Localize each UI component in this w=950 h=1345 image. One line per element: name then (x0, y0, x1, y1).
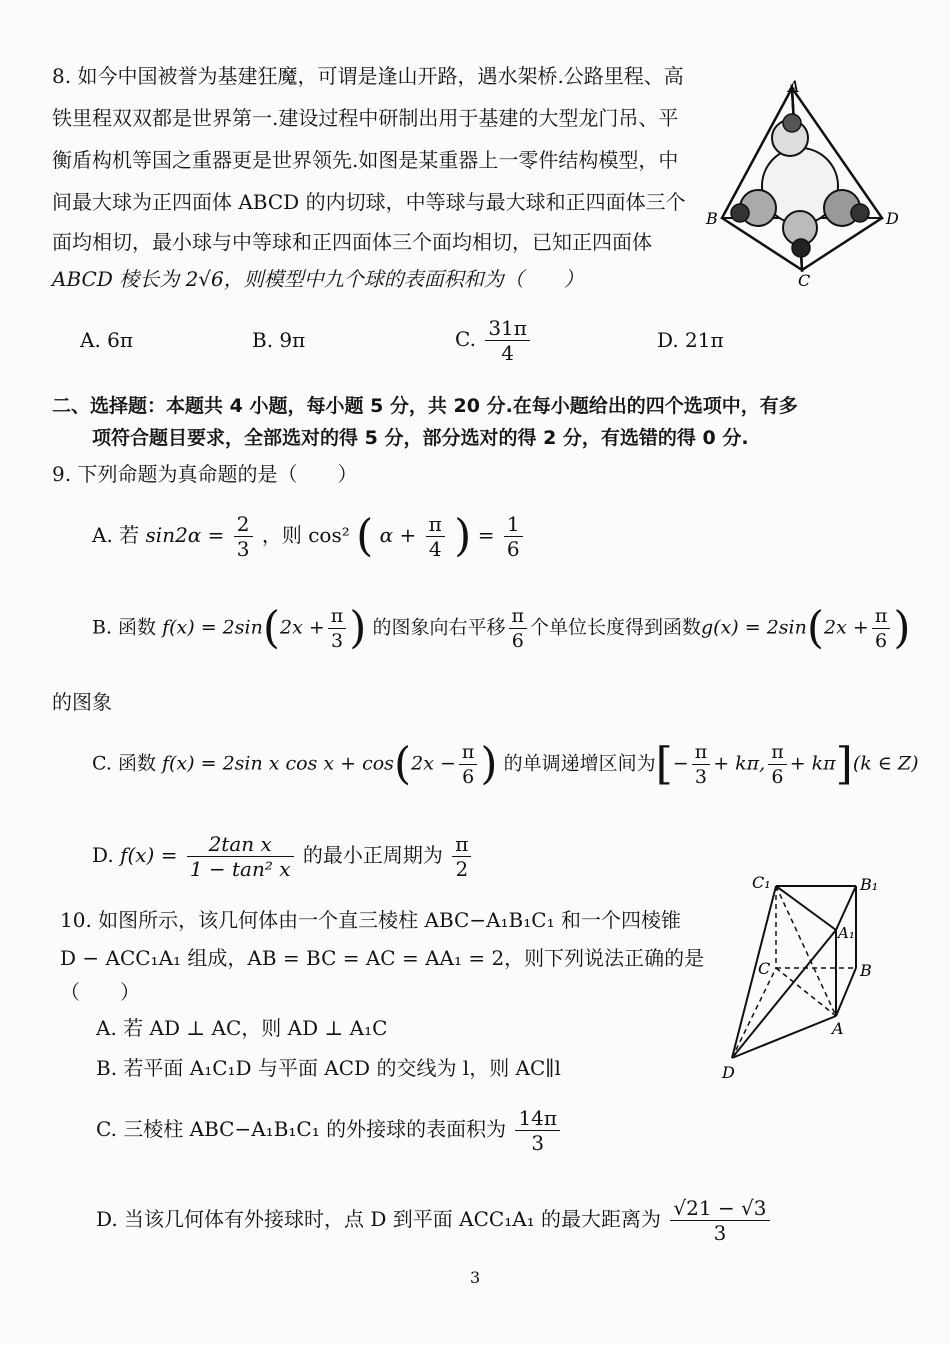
q9-stem: 9. 下列命题为真命题的是（ ） (52, 462, 358, 486)
section2-line-1: 二、选择题：本题共 4 小题，每小题 5 分，共 20 分.在每小题给出的四个选项中，有多 (52, 395, 798, 417)
label-B: B (706, 209, 718, 228)
q9-c-inner: 2x − (411, 752, 456, 775)
q9-b-frac2 (509, 604, 528, 653)
q9-a-label: A. 若 (92, 523, 140, 547)
label-A: A (788, 78, 800, 96)
q9-a-frac1 (234, 512, 253, 561)
edge-BA (836, 968, 856, 1016)
q9-b-text2: 个单位长度得到函数 (530, 616, 702, 639)
q8-option-c-fraction (485, 316, 530, 365)
q10-option-c (96, 1106, 563, 1155)
q10-line-1: 10. 如图所示，该几何体由一个直三棱柱 ABC−A₁B₁C₁ 和一个四棱锥 (60, 908, 681, 932)
q9-b-inner1: 2x + (280, 616, 325, 639)
q9-b-f3n: π (872, 604, 891, 629)
q9-b-inner2: 2x + (824, 616, 869, 639)
q9-d-frac (187, 832, 294, 881)
q8-line-1: 8. 如今中国被誉为基建狂魔，可谓是逢山开路，遇水架桥.公路里程、高 (52, 64, 684, 88)
q9-d-f1n: π (452, 832, 471, 857)
q9-c-f2n: π (692, 740, 711, 765)
edge-C1A1 (776, 886, 836, 930)
q8-option-c-label: C. (455, 327, 476, 351)
q8-option-d: D. 21π (657, 328, 724, 352)
q9-c-tail: (k ∈ Z) (852, 752, 919, 775)
q9-a-f2n: π (426, 512, 445, 537)
label-C: C (758, 959, 771, 978)
label-A1: A₁ (838, 924, 855, 942)
label-D: D (722, 1063, 735, 1082)
q9-b-f1d: 3 (330, 630, 344, 652)
q9-d-f1d: 2 (455, 857, 469, 881)
q9-a-f3d: 6 (506, 537, 520, 561)
q9-b-f1n: π (328, 604, 347, 629)
q9-a-expr: sin2α = (145, 523, 225, 547)
section2-line-2: 项符合题目要求，全部选对的得 5 分，部分选对的得 2 分，有选错的得 0 分. (92, 427, 749, 449)
q9-d-den: 1 − tan² x (189, 857, 291, 881)
q9-c-frac3 (768, 740, 787, 789)
q9-c-text: 的单调递增区间为 (503, 752, 656, 775)
tetrahedron-figure (700, 78, 900, 290)
q10-option-d (96, 1196, 773, 1245)
label-B: B (860, 961, 872, 980)
q10-d-den: 3 (713, 1221, 727, 1245)
q8-line-4: 间最大球为正四面体 ABCD 的内切球，中等球与最大球和正四面体三个 (52, 190, 686, 214)
q10-c-num: 14π (515, 1106, 560, 1131)
q9-a-f3n: 1 (504, 512, 523, 537)
q9-a-f1d: 3 (236, 537, 250, 561)
q9-c-end: + kπ (789, 752, 836, 775)
q9-b-f3d: 6 (875, 630, 888, 652)
q9-b-gx: g(x) = 2sin (701, 616, 807, 639)
label-B1: B₁ (860, 875, 879, 894)
q9-c-label: C. 函数 (92, 752, 156, 775)
q8-line-3: 衡盾构机等国之重器更是世界领先.如图是某重器上一零件结构模型，中 (52, 148, 679, 172)
q9-a-frac2 (426, 512, 445, 561)
edge-DA (732, 1016, 836, 1058)
q9-c-f3d: 6 (771, 766, 784, 788)
q10-c-frac (515, 1106, 560, 1155)
diag-C1A (776, 886, 836, 1016)
q9-c-mid: + kπ, (713, 752, 766, 775)
q9-a-f2d: 4 (428, 537, 442, 561)
q9-c-f3n: π (768, 740, 787, 765)
q9-c-f1d: 6 (462, 766, 475, 788)
q8-option-b: B. 9π (252, 328, 306, 352)
q10-line-3: （ ） (60, 980, 140, 1004)
q8-option-c-num: 31π (485, 316, 530, 341)
q9-d-num: 2tan x (187, 832, 294, 857)
q9-b-frac1 (328, 604, 347, 653)
small-sphere-left (731, 204, 749, 222)
q9-b-frac3 (872, 604, 891, 653)
q9-a-frac3 (504, 512, 523, 561)
q10-option-a: A. 若 AD ⊥ AC，则 AD ⊥ A₁C (96, 1016, 388, 1040)
q9-c-frac2 (692, 740, 711, 789)
q9-c-minus: − (672, 752, 689, 775)
q9-option-d (92, 832, 474, 881)
q10-d-frac (670, 1196, 769, 1245)
q9-option-a: A. 若 sin2α = $\frac{2}{3}$ ，则 cos² ( α + $\frac{\pi}{4}$ ) = $\frac{1}{6}$ (92, 512, 526, 561)
q9-a-f1n: 2 (234, 512, 253, 537)
q9-b-label: B. 函数 (92, 616, 157, 639)
label-D: D (886, 209, 899, 228)
page-number: 3 (470, 1268, 481, 1287)
q10-d-num: √21 − √3 (670, 1196, 769, 1221)
q8-option-a: A. 6π (80, 328, 134, 352)
q9-b-f2d: 6 (511, 630, 524, 652)
q9-d-text: 的最小正周期为 (302, 843, 443, 867)
q10-d-text: D. 当该几何体有外接球时，点 D 到平面 ACC₁A₁ 的最大距离为 (96, 1207, 662, 1231)
q9-b-f2n: π (509, 604, 528, 629)
q10-c-den: 3 (531, 1131, 545, 1155)
q9-d-fx: f(x) = (120, 843, 178, 867)
q9-option-b: B. 函数 f(x) = 2sin(2x + $\frac{\pi}{3}$ ) 的图象向右平移 $\frac{\pi}{6}$ 个单位长度得到函数g(x) = 2sin(2x + $\frac{\pi}{6}$ ) (92, 602, 911, 654)
small-sphere-right (851, 204, 869, 222)
q10-option-b: B. 若平面 A₁C₁D 与平面 ACD 的交线为 l，则 AC∥l (96, 1056, 561, 1080)
q9-d-frac2 (452, 832, 471, 881)
small-sphere-top (783, 114, 801, 132)
q8-line-6: ABCD 棱长为 2√6，则模型中九个球的表面积和为（ ） (52, 267, 584, 291)
q8-option-c-den: 4 (501, 341, 514, 365)
q9-b-fx: f(x) = 2sin (162, 616, 263, 639)
q9-b-text: 的图象向右平移 (372, 616, 506, 639)
q9-option-c: C. 函数 f(x) = 2sin x cos x + cos(2x − $\frac{\pi}{6}$ ) 的单调递增区间为[− $\frac{\pi}{3}$ + kπ, $\frac{\pi}{6}$ + kπ](k ∈ Z) (92, 738, 919, 790)
q9-c-f2d: 3 (694, 766, 707, 788)
q9-a-eq: = (477, 523, 495, 547)
q9-a-mid: ，则 cos² (261, 523, 350, 547)
q10-line-2: D − ACC₁A₁ 组成，AB = BC = AC = AA₁ = 2，则下列说法正确的是 (60, 946, 705, 970)
label-A: A (832, 1019, 844, 1038)
q9-d-label: D. (92, 843, 114, 867)
q10-c-text: C. 三棱柱 ABC−A₁B₁C₁ 的外接球的表面积为 (96, 1117, 507, 1141)
label-C: C (798, 271, 811, 290)
q9-a-inner: α + (379, 523, 417, 547)
q9-c-frac1 (459, 740, 478, 789)
q9-b-tail: 的图象 (52, 690, 112, 714)
q8-line-5: 面均相切，最小球与中等球和正四面体三个面均相切，已知正四面体 (52, 230, 652, 254)
q8-option-c (455, 316, 533, 365)
q8-line-2: 铁里程双双都是世界第一.建设过程中研制出用于基建的大型龙门吊、平 (52, 106, 679, 130)
prism-pyramid-figure (716, 872, 896, 1084)
label-C1: C₁ (752, 873, 771, 892)
q9-c-f1n: π (459, 740, 478, 765)
small-sphere-bottom (792, 239, 810, 257)
q9-c-fx: f(x) = 2sin x cos x + cos (162, 752, 394, 775)
